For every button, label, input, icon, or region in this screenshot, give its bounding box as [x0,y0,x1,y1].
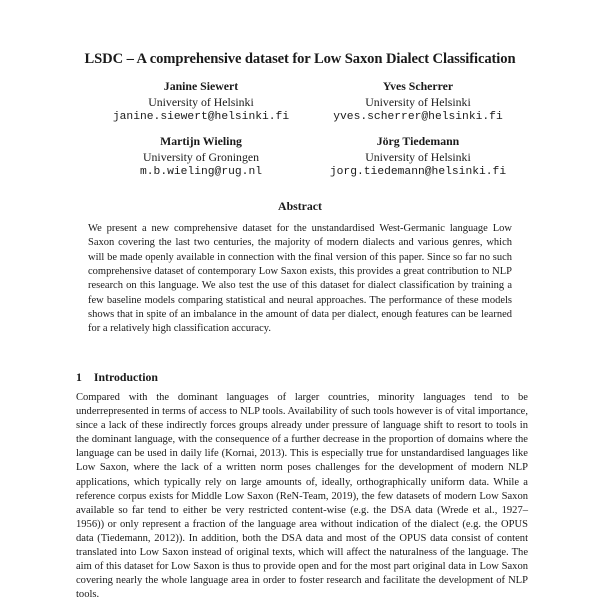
abstract-heading: Abstract [278,199,322,213]
author-name: Janine Siewert [163,79,239,93]
author-name: Jörg Tiedemann [376,134,460,148]
introduction-text: Compared with the dominant languages of larger countries, minority languages tend to be underrepresented in terms of access to NLP tools. Availability of such tools however is of vital importance, since a lack of these indirectly forces groups already under pressure of language shift to resort to tools in the dominant language, with the consequence of a further decrease in the proportion of domains where the language can be used in daily life (Kornai, 2013). This is especially true for unstandardised languages like Low Saxon, where the lack of a written norm poses challenges for the development of modern NLP applications, which typically rely on large amounts of, ideally, orthographically uniform data. While a reference corpus exists for Middle Low Saxon (ReN-Team, 2019), the few datasets of modern Low Saxon available so far tend to either be very restricted content-wise (e.g. the DSA data (Wrede et al., 1927–1956)) or only represent a fraction of the language area without indication of the dialect (e.g. the OPUS data (Tiedemann, 2012)). In addition, both the DSA data and most of the OPUS data consist of content translated into Low Saxon instead of original texts, which will affect the naturalness of the language. The aim of this dataset for Low Saxon is thus to provide open and for the most part original data in Low Saxon covering nearly the whole language area in order to foster research and facilitate the development of NLP tools. [76,392,528,601]
author-email: yves.scherrer@helsinki.fi [333,111,503,123]
author-email: janine.siewert@helsinki.fi [112,111,290,123]
section-title: Introduction [93,370,158,384]
paper-title: LSDC – A comprehensive dataset for Low Saxon Dialect Classification [84,51,516,67]
author-name: Yves Scherrer [382,79,454,93]
abstract-text: We present a new comprehensive dataset for the unstandardised West-Germanic language Low Saxon covering the last two centuries, the majority of modern dialects and various genres, which will be made openly available in connection with the final version of this paper. Since so far no such comprehensive dataset of contemporary Low Saxon exists, this provides a great contribution to NLP research on this language. We also test the use of this dataset for dialect classification by training a few baseline models comparing statistical and neural approaches. The performance of these models shows that in spite of an imbalance in the amount of data per dialect, enough features can be learned for a relatively high classification accuracy. [88,223,512,335]
author-affiliation: University of Helsinki [365,149,471,164]
author-name: Martijn Wieling [160,134,242,148]
section-heading [76,370,158,385]
author-affiliation: University of Helsinki [148,94,254,109]
section-number: 1 [76,370,82,384]
author-block [288,134,548,181]
author-affiliation: University of Groningen [143,149,259,164]
author-email: m.b.wieling@rug.nl [139,166,263,178]
author-affiliation: University of Helsinki [365,94,471,109]
author-block [288,79,548,126]
author-email: jorg.tiedemann@helsinki.fi [329,166,507,178]
